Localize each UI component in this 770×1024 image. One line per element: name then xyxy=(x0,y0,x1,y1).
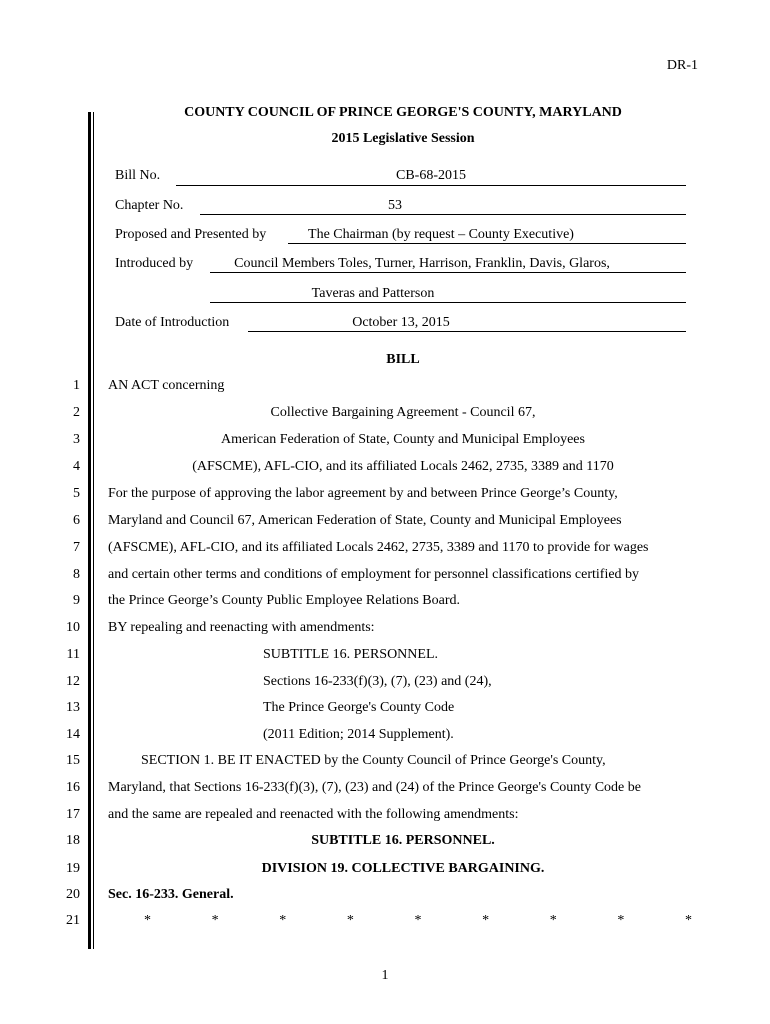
line-text: and certain other terms and conditions of employment for personnel classifications certified by xyxy=(108,567,640,582)
line-number: 21 xyxy=(66,913,80,928)
chapter-no-underline xyxy=(200,214,686,215)
line-number: 16 xyxy=(66,780,80,795)
bill-no-value: CB-68-2015 xyxy=(396,168,466,183)
line-text: American Federation of State, County and Municipal Employees xyxy=(221,432,585,447)
line-number: 10 xyxy=(66,620,80,635)
line-text: SUBTITLE 16. PERSONNEL. xyxy=(311,833,495,848)
line-number: 2 xyxy=(73,405,80,420)
bill-no-underline xyxy=(176,185,686,186)
page-number: 1 xyxy=(381,968,389,983)
presented-by-value: The Chairman (by request – County Executive) xyxy=(308,227,574,242)
bill-heading: BILL xyxy=(386,352,420,367)
line-number: 5 xyxy=(73,486,80,501)
introduced-by-label: Introduced by xyxy=(115,256,194,271)
line-text: Sec. 16-233. General. xyxy=(108,887,234,902)
bill-no-label: Bill No. xyxy=(115,168,161,183)
line-text: (AFSCME), AFL-CIO, and its affiliated Locals 2462, 2735, 3389 and 1170 xyxy=(192,459,614,474)
presented-by-underline xyxy=(288,243,686,244)
line-number: 4 xyxy=(73,459,80,474)
page-identifier: DR-1 xyxy=(666,58,698,73)
star-mark: * xyxy=(549,913,557,928)
line-text: DIVISION 19. COLLECTIVE BARGAINING. xyxy=(261,861,545,876)
line-number: 6 xyxy=(73,513,80,528)
star-mark: * xyxy=(685,913,692,928)
line-text: Collective Bargaining Agreement - Council 67, xyxy=(270,405,536,420)
line-text: Maryland and Council 67, American Federation of State, County and Municipal Employees xyxy=(108,513,622,528)
chapter-no-value: 53 xyxy=(388,198,402,213)
star-mark: * xyxy=(617,913,625,928)
line-text: (2011 Edition; 2014 Supplement). xyxy=(263,727,454,742)
line-number: 13 xyxy=(66,700,80,715)
line-number: 19 xyxy=(66,861,80,876)
introduced-by-underline-2 xyxy=(210,302,686,303)
line-number: 3 xyxy=(73,432,80,447)
line-number: 1 xyxy=(73,378,80,393)
date-value: October 13, 2015 xyxy=(352,315,450,330)
star-mark: * xyxy=(144,913,151,928)
presented-by-label: Proposed and Presented by xyxy=(115,227,267,242)
line-text: BY repealing and reenacting with amendments: xyxy=(108,620,375,635)
line-number: 17 xyxy=(66,807,80,822)
line-number: 15 xyxy=(66,753,80,768)
line-text: SECTION 1. BE IT ENACTED by the County Council of Prince George's County, xyxy=(141,753,606,768)
line-number: 7 xyxy=(73,540,80,555)
introduced-by-value-line2: Taveras and Patterson xyxy=(311,286,435,301)
line-number: 12 xyxy=(66,674,80,689)
line-number: 18 xyxy=(66,833,80,848)
line-number: 11 xyxy=(66,647,80,662)
line-text: AN ACT concerning xyxy=(108,378,225,393)
line-text: the Prince George’s County Public Employee Relations Board. xyxy=(108,593,461,608)
date-label: Date of Introduction xyxy=(115,315,230,330)
line-number: 8 xyxy=(73,567,80,582)
session-title: 2015 Legislative Session xyxy=(331,131,475,146)
line-text: The Prince George's County Code xyxy=(263,700,455,715)
chapter-no-label: Chapter No. xyxy=(115,198,184,213)
line-text: SUBTITLE 16. PERSONNEL. xyxy=(263,647,438,662)
star-mark: * xyxy=(482,913,490,928)
line-text: and the same are repealed and reenacted with the following amendments: xyxy=(108,807,519,822)
line-number: 20 xyxy=(66,887,80,902)
line-text: (AFSCME), AFL-CIO, and its affiliated Locals 2462, 2735, 3389 and 1170 to provide for wages xyxy=(108,540,649,555)
star-mark: * xyxy=(211,913,219,928)
line-number: 9 xyxy=(73,593,80,608)
star-mark: * xyxy=(346,913,354,928)
star-mark: * xyxy=(414,913,422,928)
star-mark: * xyxy=(279,913,287,928)
omission-stars xyxy=(108,913,698,929)
left-margin-rule-thin xyxy=(93,112,94,949)
document-title: COUNTY COUNCIL OF PRINCE GEORGE'S COUNTY, MARYLAND xyxy=(184,105,622,120)
line-number: 14 xyxy=(66,727,80,742)
line-text: For the purpose of approving the labor agreement by and between Prince George’s County, xyxy=(108,486,618,501)
introduced-by-value-line1: Council Members Toles, Turner, Harrison, Franklin, Davis, Glaros, xyxy=(234,256,610,271)
line-text: Maryland, that Sections 16-233(f)(3), (7), (23) and (24) of the Prince George's County Code be xyxy=(108,780,641,795)
line-text: Sections 16-233(f)(3), (7), (23) and (24), xyxy=(263,674,492,689)
introduced-by-underline-1 xyxy=(210,272,686,273)
left-margin-rule xyxy=(88,112,91,949)
date-underline xyxy=(248,331,686,332)
